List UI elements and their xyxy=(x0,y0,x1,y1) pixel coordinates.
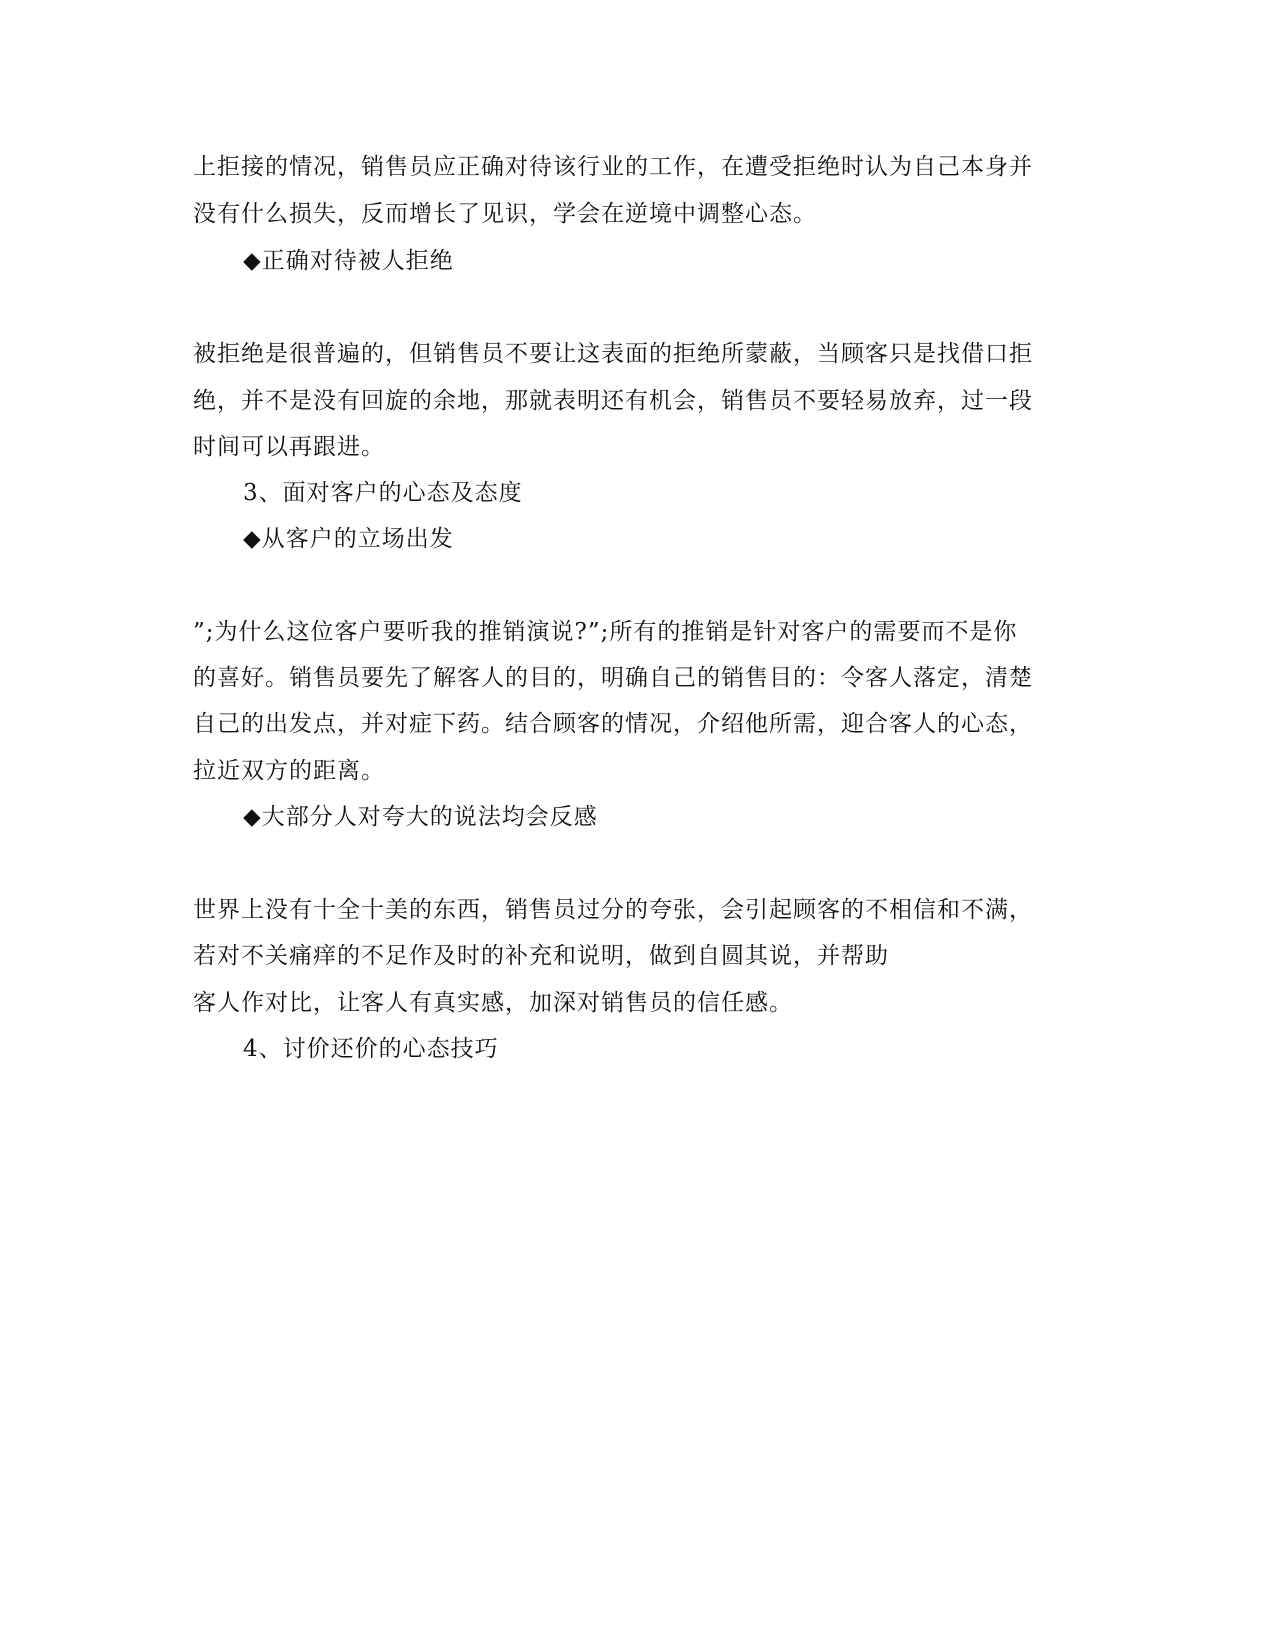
paragraph-4-line-2: 若对不关痛痒的不足作及时的补充和说明，做到自圆其说，并帮助 xyxy=(193,943,889,969)
paragraph-3-line-3: 自己的出发点，并对症下药。结合顾客的情况，介绍他所需，迎合客人的心态， xyxy=(193,711,1033,737)
bullet-heading-customer-position: ◆从客户的立场出发 xyxy=(243,526,454,552)
bullet-heading-exaggeration: ◆大部分人对夸大的说法均会反感 xyxy=(243,804,598,830)
section-heading-3: 3、面对客户的心态及态度 xyxy=(243,480,523,506)
paragraph-4-line-1: 世界上没有十全十美的东西，销售员过分的夸张，会引起顾客的不相信和不满， xyxy=(193,897,1033,923)
paragraph-1-line-2: 没有什么损失，反而增长了见识，学会在逆境中调整心态。 xyxy=(193,201,817,227)
paragraph-2-line-3: 时间可以再跟进。 xyxy=(193,434,385,460)
paragraph-3-line-4: 拉近双方的距离。 xyxy=(193,758,385,784)
paragraph-3-line-1: ”;为什么这位客户要听我的推销演说?”;所有的推销是针对客户的需要而不是你 xyxy=(193,619,1018,645)
bullet-heading-rejection: ◆正确对待被人拒绝 xyxy=(243,248,454,274)
paragraph-4-line-3: 客人作对比，让客人有真实感，加深对销售员的信任感。 xyxy=(193,990,793,1016)
paragraph-1-line-1: 上拒接的情况，销售员应正确对待该行业的工作，在遭受拒绝时认为自己本身并 xyxy=(193,154,1033,180)
section-heading-4: 4、讨价还价的心态技巧 xyxy=(243,1036,499,1062)
paragraph-3-line-2: 的喜好。销售员要先了解客人的目的，明确自己的销售目的：令客人落定，清楚 xyxy=(193,665,1033,691)
paragraph-2-line-2: 绝，并不是没有回旋的余地，那就表明还有机会，销售员不要轻易放弃，过一段 xyxy=(193,388,1033,414)
paragraph-2-line-1: 被拒绝是很普遍的，但销售员不要让这表面的拒绝所蒙蔽，当顾客只是找借口拒 xyxy=(193,341,1033,367)
